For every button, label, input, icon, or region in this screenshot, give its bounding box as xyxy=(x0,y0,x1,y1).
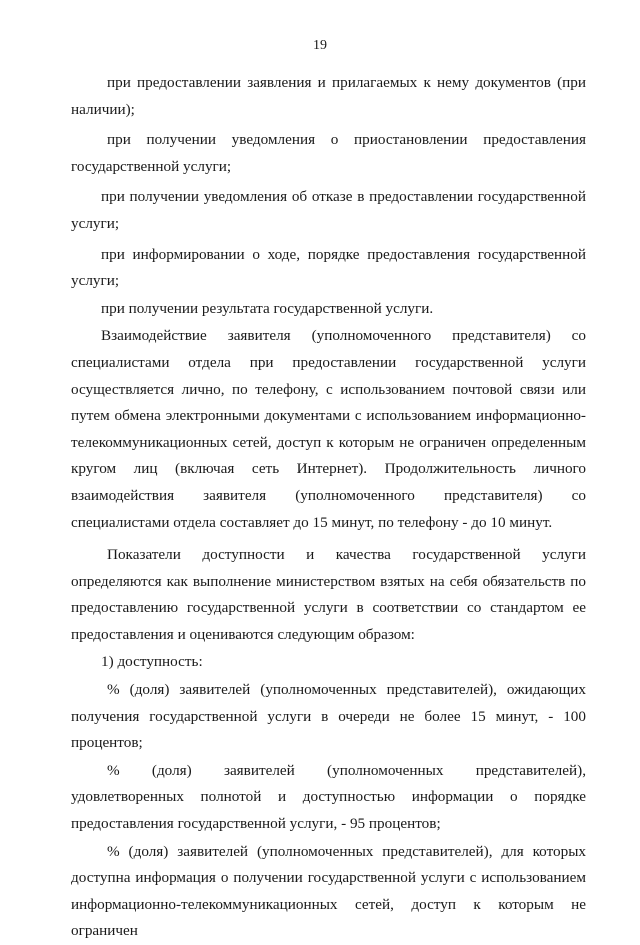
paragraph-suspension-notice: при получении уведомления о приостановлении предоставления государственной услуги; xyxy=(71,131,586,175)
paragraph-quality-indicators: Показатели доступности и качества государственной услуги определяются как выполнение министерством взятых на себя обязательств по предоставлению государственной услуги в соответствии со стандартом ее предоставления и оцениваются следующим образом: xyxy=(71,546,586,643)
paragraph-interaction: Взаимодействие заявителя (уполномоченного представителя) со специалистами отдела при предоставлении государственной услуги осуществляется лично, по телефону, с использованием почтовой связи или путем обмена электронными документами с использованием информационно-телекоммуникационных сетей, доступ к которым не ограничен определенным кругом лиц (включая сеть Интернет). Продолжительность личного взаимодействия заявителя (уполномоченного представителя) со специалистами отдела составляет до 15 минут, по телефону - до 10 минут. xyxy=(71,327,586,531)
paragraph-submission: при предоставлении заявления и прилагаемых к нему документов (при наличии); xyxy=(71,74,586,118)
document-body xyxy=(71,70,586,945)
paragraph-information-share: % (доля) заявителей (уполномоченных представителей), удовлетворенных полнотой и доступностью информации о порядке предоставления государственной услуги, - 95 процентов; xyxy=(71,761,586,833)
page-number: 19 xyxy=(313,38,327,53)
paragraph-informing: при информировании о ходе, порядке предоставления государственной услуги; xyxy=(71,245,586,290)
paragraph-refusal-notice: при получении уведомления об отказе в предоставлении государственной услуги; xyxy=(71,188,586,232)
paragraph-online-share: % (доля) заявителей (уполномоченных представителей), для которых доступна информация о получении государственной услуги с использованием информационно-телекоммуникационных сетей, доступ к которым не ограничен xyxy=(71,842,586,940)
paragraph-accessibility-heading: 1) доступность: xyxy=(101,653,203,671)
paragraph-result: при получении результата государственной услуги. xyxy=(101,299,434,317)
paragraph-queue-share: % (доля) заявителей (уполномоченных представителей), ожидающих получения государственной услуги в очереди не более 15 минут, - 100 процентов; xyxy=(71,681,586,752)
